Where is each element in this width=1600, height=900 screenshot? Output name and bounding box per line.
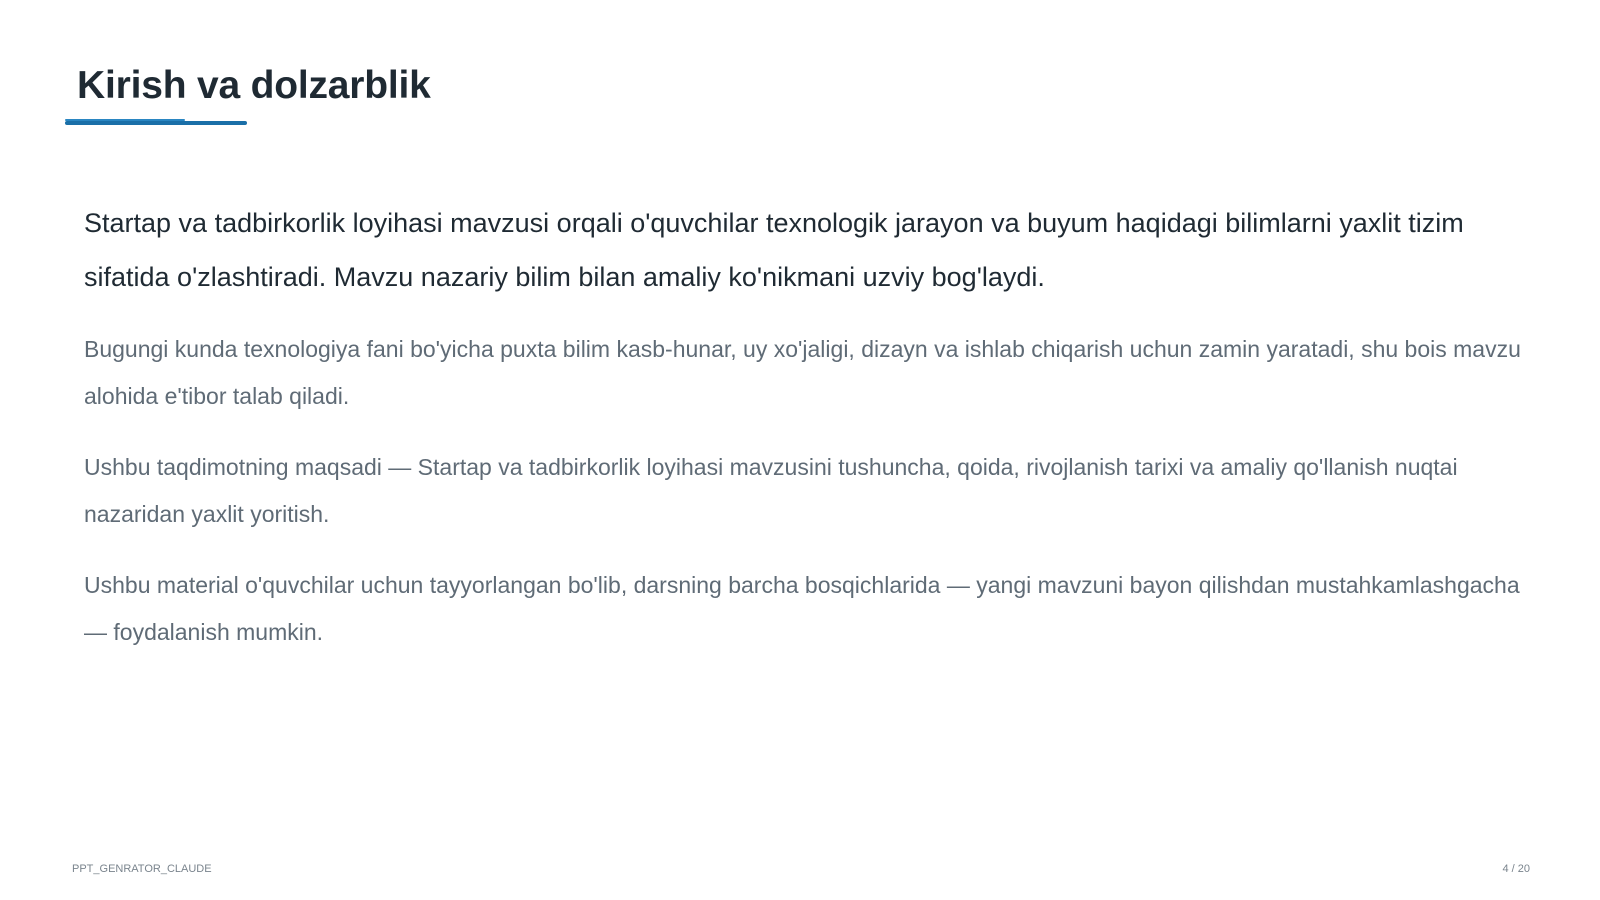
page-number: 4 / 20 <box>1502 863 1530 875</box>
body-paragraph-1: Bugungi kunda texnologiya fani bo'yicha puxta bilim kasb-hunar, uy xo'jaligi, dizayn va ishlab chiqarish uchun zamin yaratadi, shu bois mavzu alohida e'tibor talab qiladi. <box>84 336 1521 409</box>
body-paragraph-2: Ushbu taqdimotning maqsadi — Startap va tadbirkorlik loyihasi mavzusini tushuncha, qoida, rivojlanish tarixi va amaliy qo'llanish nuqtai nazaridan yaxlit yoritish. <box>84 454 1458 527</box>
slide-body <box>84 196 1524 680</box>
slide-title: Kirish va dolzarblik <box>77 64 431 107</box>
footer-source: PPT_GENRATOR_CLAUDE <box>72 863 212 875</box>
title-underline-accent <box>65 119 185 121</box>
lead-paragraph: Startap va tadbirkorlik loyihasi mavzusi orqali o'quvchilar texnologik jarayon va buyum haqidagi bilimlarni yaxlit tizim sifatida o'zlashtiradi. Mavzu nazariy bilim bilan amaliy ko'nikmani uzviy bog'laydi. <box>84 208 1464 292</box>
body-paragraph-3: Ushbu material o'quvchilar uchun tayyorlangan bo'lib, darsning barcha bosqichlarida — yangi mavzuni bayon qilishdan mustahkamlashgacha — foydalanish mumkin. <box>84 572 1520 645</box>
title-underline <box>65 121 247 125</box>
